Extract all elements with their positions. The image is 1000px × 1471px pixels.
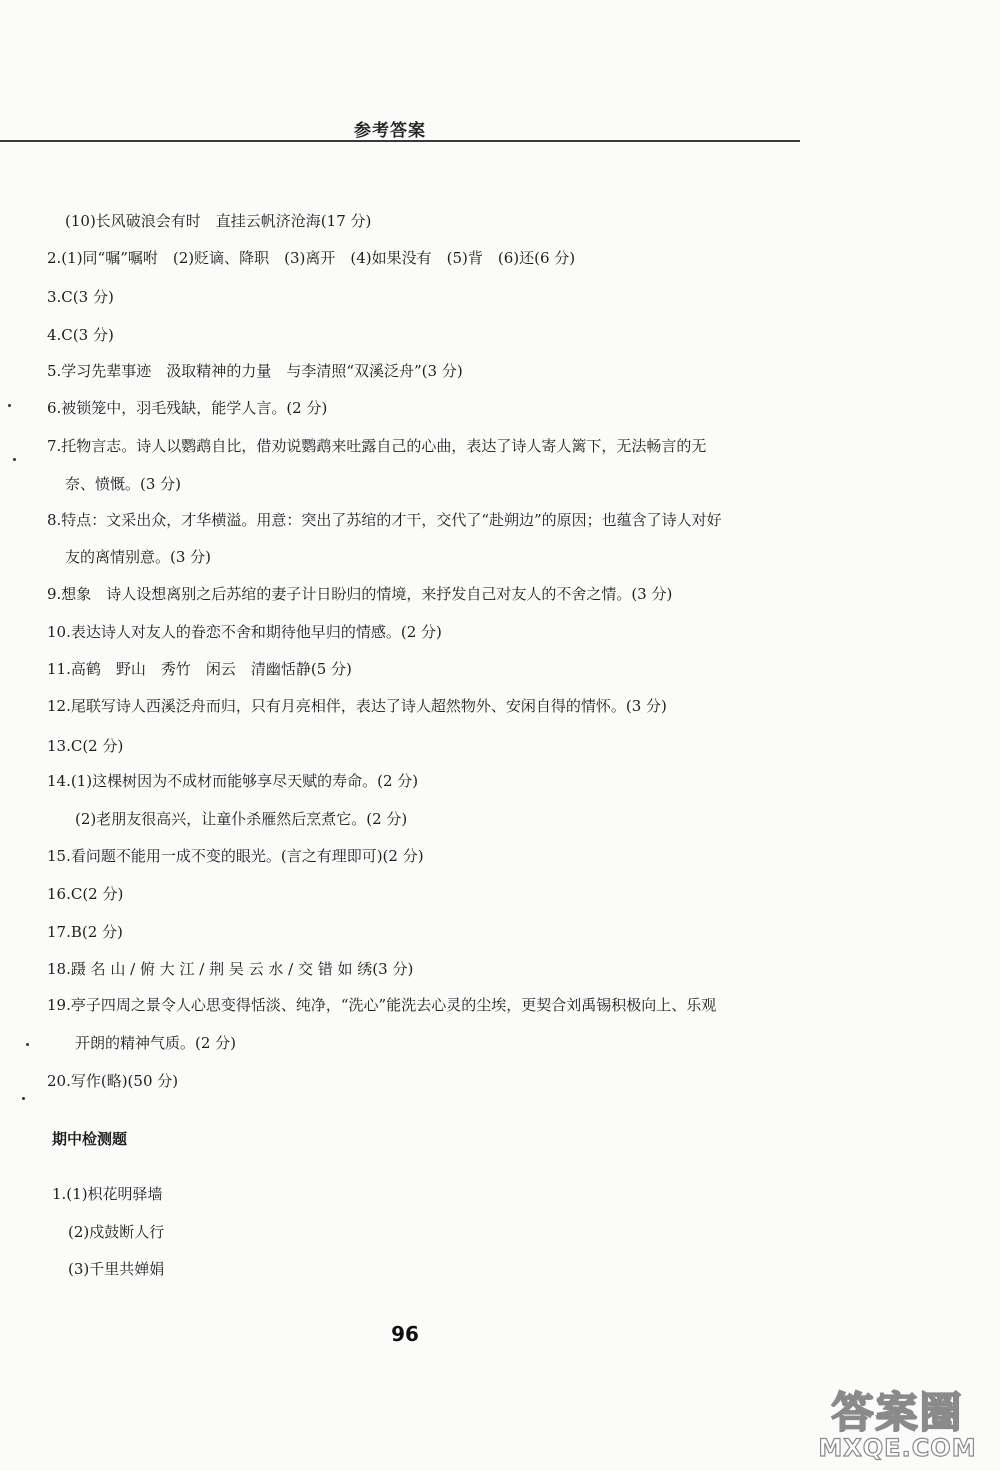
answer-line: 9.想象 诗人设想离别之后苏绾的妻子计日盼归的情境，来抒发自己对友人的不舍之情。(3 分) xyxy=(47,585,673,603)
answer-line: 20.写作(略)(50 分) xyxy=(47,1072,179,1090)
answer-line: 3.C(3 分) xyxy=(47,288,114,306)
answer-line: 7.托物言志。诗人以鹦鹉自比，借劝说鹦鹉来吐露自己的心曲，表达了诗人寄人篱下，无法畅言的无 xyxy=(47,437,707,455)
answer-line: 8.特点：文采出众，才华横溢。用意：突出了苏绾的才干，交代了“赴朔边”的原因；也蕴含了诗人对好 xyxy=(47,511,722,529)
watermark-domain: MXQE.COM xyxy=(818,1434,977,1462)
scan-speck xyxy=(8,404,11,407)
answer-line: 13.C(2 分) xyxy=(47,737,124,755)
answer-line: 14.(1)这棵树因为不成材而能够享尽天赋的寿命。(2 分) xyxy=(47,772,419,790)
scan-speck xyxy=(26,1043,29,1046)
section-title: 期中检测题 xyxy=(52,1130,128,1148)
answer-line: (2)老朋友很高兴，让童仆杀雁然后烹煮它。(2 分) xyxy=(75,810,408,828)
answer-line: 10.表达诗人对友人的眷恋不舍和期待他早归的情感。(2 分) xyxy=(47,623,442,641)
answer-line: 2.(1)同“嘱”嘱咐 (2)贬谪、降职 (3)离开 (4)如果没有 (5)背 (6)还(6 分) xyxy=(47,249,576,267)
answer-line: (10)长风破浪会有时 直挂云帆济沧海(17 分) xyxy=(65,212,372,230)
answer-line: 友的离情别意。(3 分) xyxy=(65,548,212,566)
answer-line: 开朗的精神气质。(2 分) xyxy=(75,1034,237,1052)
answer-line: 5.学习先辈事迹 汲取精神的力量 与李清照“双溪泛舟”(3 分) xyxy=(47,362,463,380)
page-header-title: 参考答案 xyxy=(354,121,426,141)
header-divider xyxy=(0,140,800,142)
site-watermark xyxy=(800,1380,995,1468)
answer-line: 18.蹑 名 山 / 俯 大 江 / 荆 吴 云 水 / 交 错 如 绣(3 分) xyxy=(47,960,414,978)
section-item: (2)戍鼓断人行 xyxy=(68,1223,165,1241)
section-item: (3)千里共婵娟 xyxy=(68,1260,165,1278)
scan-speck xyxy=(22,1097,25,1100)
answer-line: 4.C(3 分) xyxy=(47,326,114,344)
answer-line: 15.看问题不能用一成不变的眼光。(言之有理即可)(2 分) xyxy=(47,847,424,865)
watermark-logo-text: 答案圈 xyxy=(831,1388,964,1437)
answer-line: 奈、愤慨。(3 分) xyxy=(65,475,182,493)
answer-line: 19.亭子四周之景令人心思变得恬淡、纯净，“洗心”能洗去心灵的尘埃，更契合刘禹锡积极向上、乐观 xyxy=(47,996,717,1014)
answer-line: 11.高鹤 野山 秀竹 闲云 清幽恬静(5 分) xyxy=(47,660,352,678)
answer-line: 17.B(2 分) xyxy=(47,923,123,941)
answer-line: 12.尾联写诗人西溪泛舟而归，只有月亮相伴，表达了诗人超然物外、安闲自得的情怀。(3 分) xyxy=(47,697,667,715)
answer-line: 6.被锁笼中，羽毛残缺，能学人言。(2 分) xyxy=(47,399,328,417)
scan-speck xyxy=(13,458,16,461)
answer-line: 16.C(2 分) xyxy=(47,885,124,903)
page-number: 96 xyxy=(391,1322,419,1346)
section-item: 1.(1)枳花明驿墙 xyxy=(52,1185,163,1203)
